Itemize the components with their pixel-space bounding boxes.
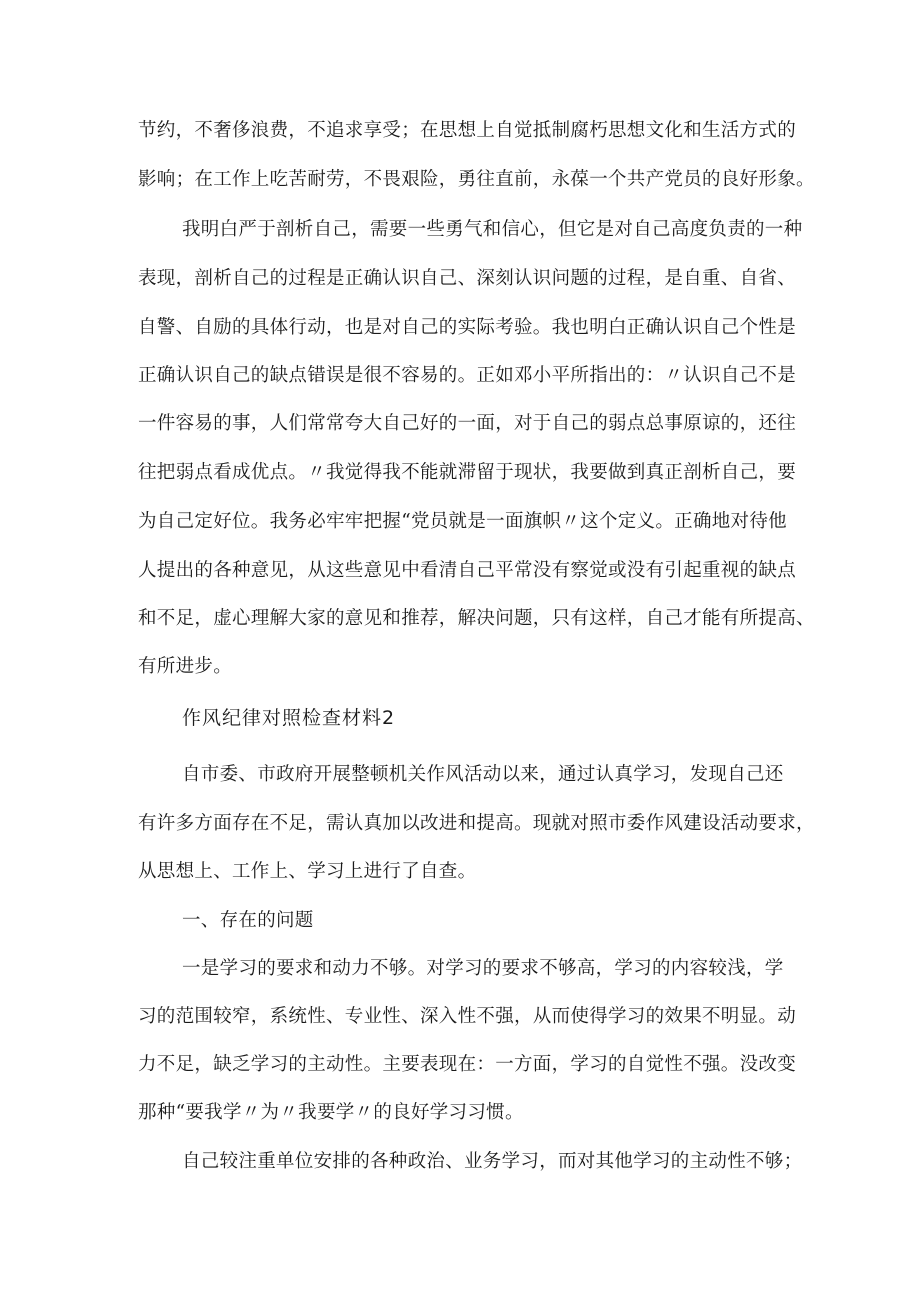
text-line: 往把弱点看成优点。〃我觉得我不能就滞留于现状，我要做到真正剖析自己，要 [138,462,797,483]
text-line: 人提出的各种意见，从这些意见中看清自己平常没有察觉或没有引起重视的缺点 [138,560,797,581]
paragraph-first-line: 我明白严于剖析自己，需要一些勇气和信心，但它是对自己高度负责的一种 [182,219,803,240]
text-line: 表现，剖析自己的过程是正确认识自己、深刻认识问题的过程，是自重、自省、 [138,268,797,289]
paragraph-first-line: 自己较注重单位安排的各种政治、业务学习，而对其他学习的主动性不够； [182,1151,803,1172]
text-line: 正确认识自己的缺点错误是很不容易的。正如邓小平所指出的：〃认识自己不是 [138,365,797,386]
subsection-heading: 一、存在的问题 [182,910,314,931]
text-line: 力不足，缺乏学习的主动性。主要表现在：一方面，学习的自觉性不强。没改变 [138,1054,797,1075]
text-line: 有所进步。 [138,656,233,677]
paragraph-first-line: 自市委、市政府开展整顿机关作风活动以来，通过认真学习，发现自己还 [182,764,784,785]
text-line: 那种“要我学〃为〃我要学〃的良好学习习惯。 [138,1102,524,1123]
text-line: 自警、自励的具体行动，也是对自己的实际考验。我也明白正确认识自己个性是 [138,317,797,338]
text-line: 为自己定好位。我务必牢牢把握“党员就是一面旗帜〃这个定义。正确地对待他 [138,511,787,532]
text-line: 有许多方面存在不足，需认真加以改进和提高。现就对照市委作风建设活动要求， [138,813,815,834]
text-line: 从思想上、工作上、学习上进行了自查。 [138,861,477,882]
text-line: 一件容易的事，人们常常夸大自己好的一面，对于自己的弱点总事原谅的，还往 [138,413,797,434]
text-line: 节约，不奢侈浪费，不追求享受；在思想上自觉抵制腐朽思想文化和生活方式的 [138,120,797,141]
section-title: 作风纪律对照检查材料2 [182,707,396,729]
text-line: 影响；在工作上吃苦耐劳，不畏艰险，勇往直前，永葆一个共产党员的良好形象。 [138,169,815,190]
text-line: 习的范围较窄，系统性、专业性、深入性不强，从而使得学习的效果不明显。动 [138,1006,797,1027]
paragraph-first-line: 一是学习的要求和动力不够。对学习的要求不够高，学习的内容较浅，学 [182,958,784,979]
text-line: 和不足，虚心理解大家的意见和推荐，解决问题，只有这样，自己才能有所提高、 [138,608,815,629]
